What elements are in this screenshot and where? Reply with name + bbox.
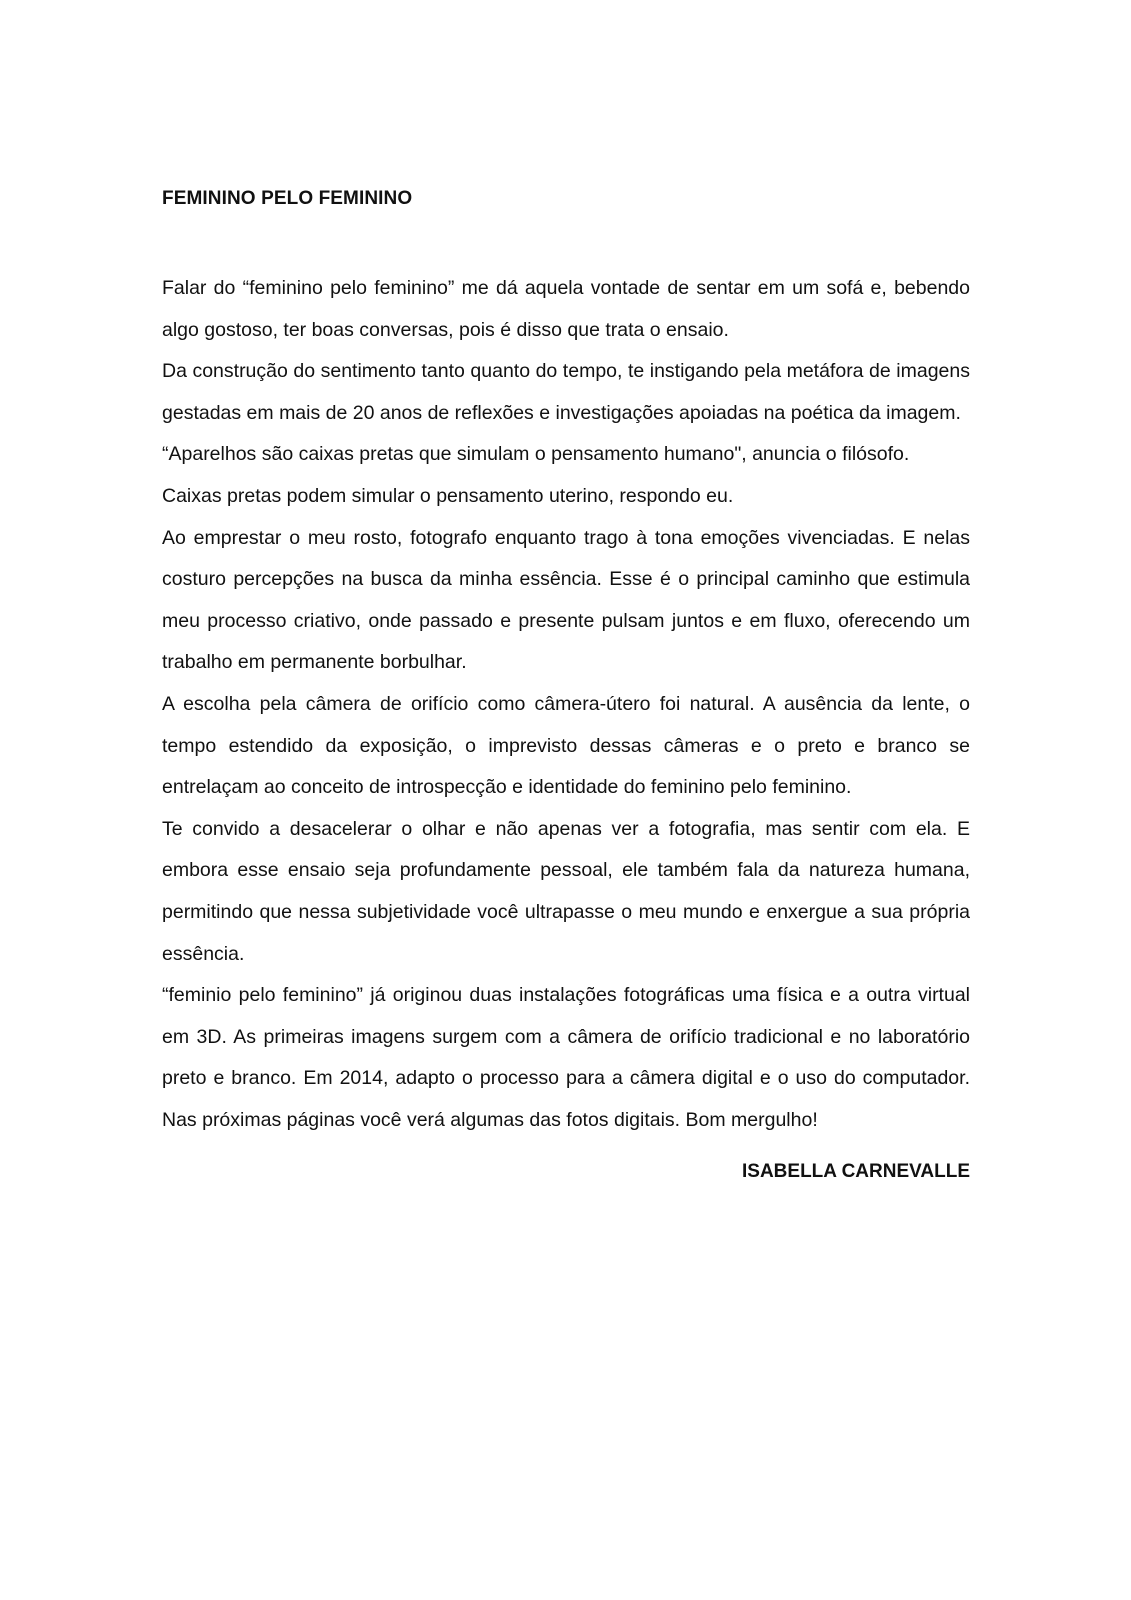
paragraph-intro: Falar do “feminino pelo feminino” me dá aquela vontade de sentar em um sofá e, bebendo algo gostoso, ter boas conversas, pois é disso que trata o ensaio.	[162, 277, 970, 341]
document-title: FEMININO PELO FEMININO	[162, 188, 413, 209]
document-body	[162, 186, 970, 1185]
author-signature: ISABELLA CARNEVALLE	[742, 1161, 970, 1183]
paragraph-face: Ao emprestar o meu rosto, fotografo enquanto trago à tona emoções vivenciadas. E nelas costuro percepções na busca da minha essência. Esse é o principal caminho que estimula meu processo criativo, onde passado e presente pulsam juntos e em fluxo, oferecendo um trabalho em permanente borbulhar.	[162, 526, 970, 674]
paragraph-installations: “feminio pelo feminino” já originou duas instalações fotográficas uma física e a outra virtual em 3D. As primeiras imagens surgem com a câmera de orifício tradicional e no laboratório preto e branco. Em 2014, adapto o processo para a câmera digital e o uso do computador. Nas próximas páginas você verá algumas das fotos digitais. Bom mergulho!	[162, 984, 970, 1131]
paragraph-invitation: Te convido a desacelerar o olhar e não apenas ver a fotografia, mas sentir com ela. E embora esse ensaio seja profundamente pessoal, ele também fala da natureza humana, permitindo que nessa subjetividade você ultrapasse o meu mundo e enxergue a sua própria essência.	[162, 817, 970, 965]
paragraph-construction: Da construção do sentimento tanto quanto do tempo, te instigando pela metáfora de imagens gestadas em mais de 20 anos de reflexões e investigações apoiadas na poética da imagem.	[162, 360, 970, 424]
paragraph-response: Caixas pretas podem simular o pensamento uterino, respondo eu.	[162, 484, 734, 507]
paragraph-camera: A escolha pela câmera de orifício como câmera-útero foi natural. A ausência da lente, o tempo estendido da exposição, o imprevisto dessas câmeras e o preto e branco se entrelaçam ao conceito de introspecção e identidade do feminino pelo feminino.	[162, 692, 970, 799]
paragraph-quote: “Aparelhos são caixas pretas que simulam o pensamento humano", anuncia o filósofo.	[162, 443, 910, 466]
